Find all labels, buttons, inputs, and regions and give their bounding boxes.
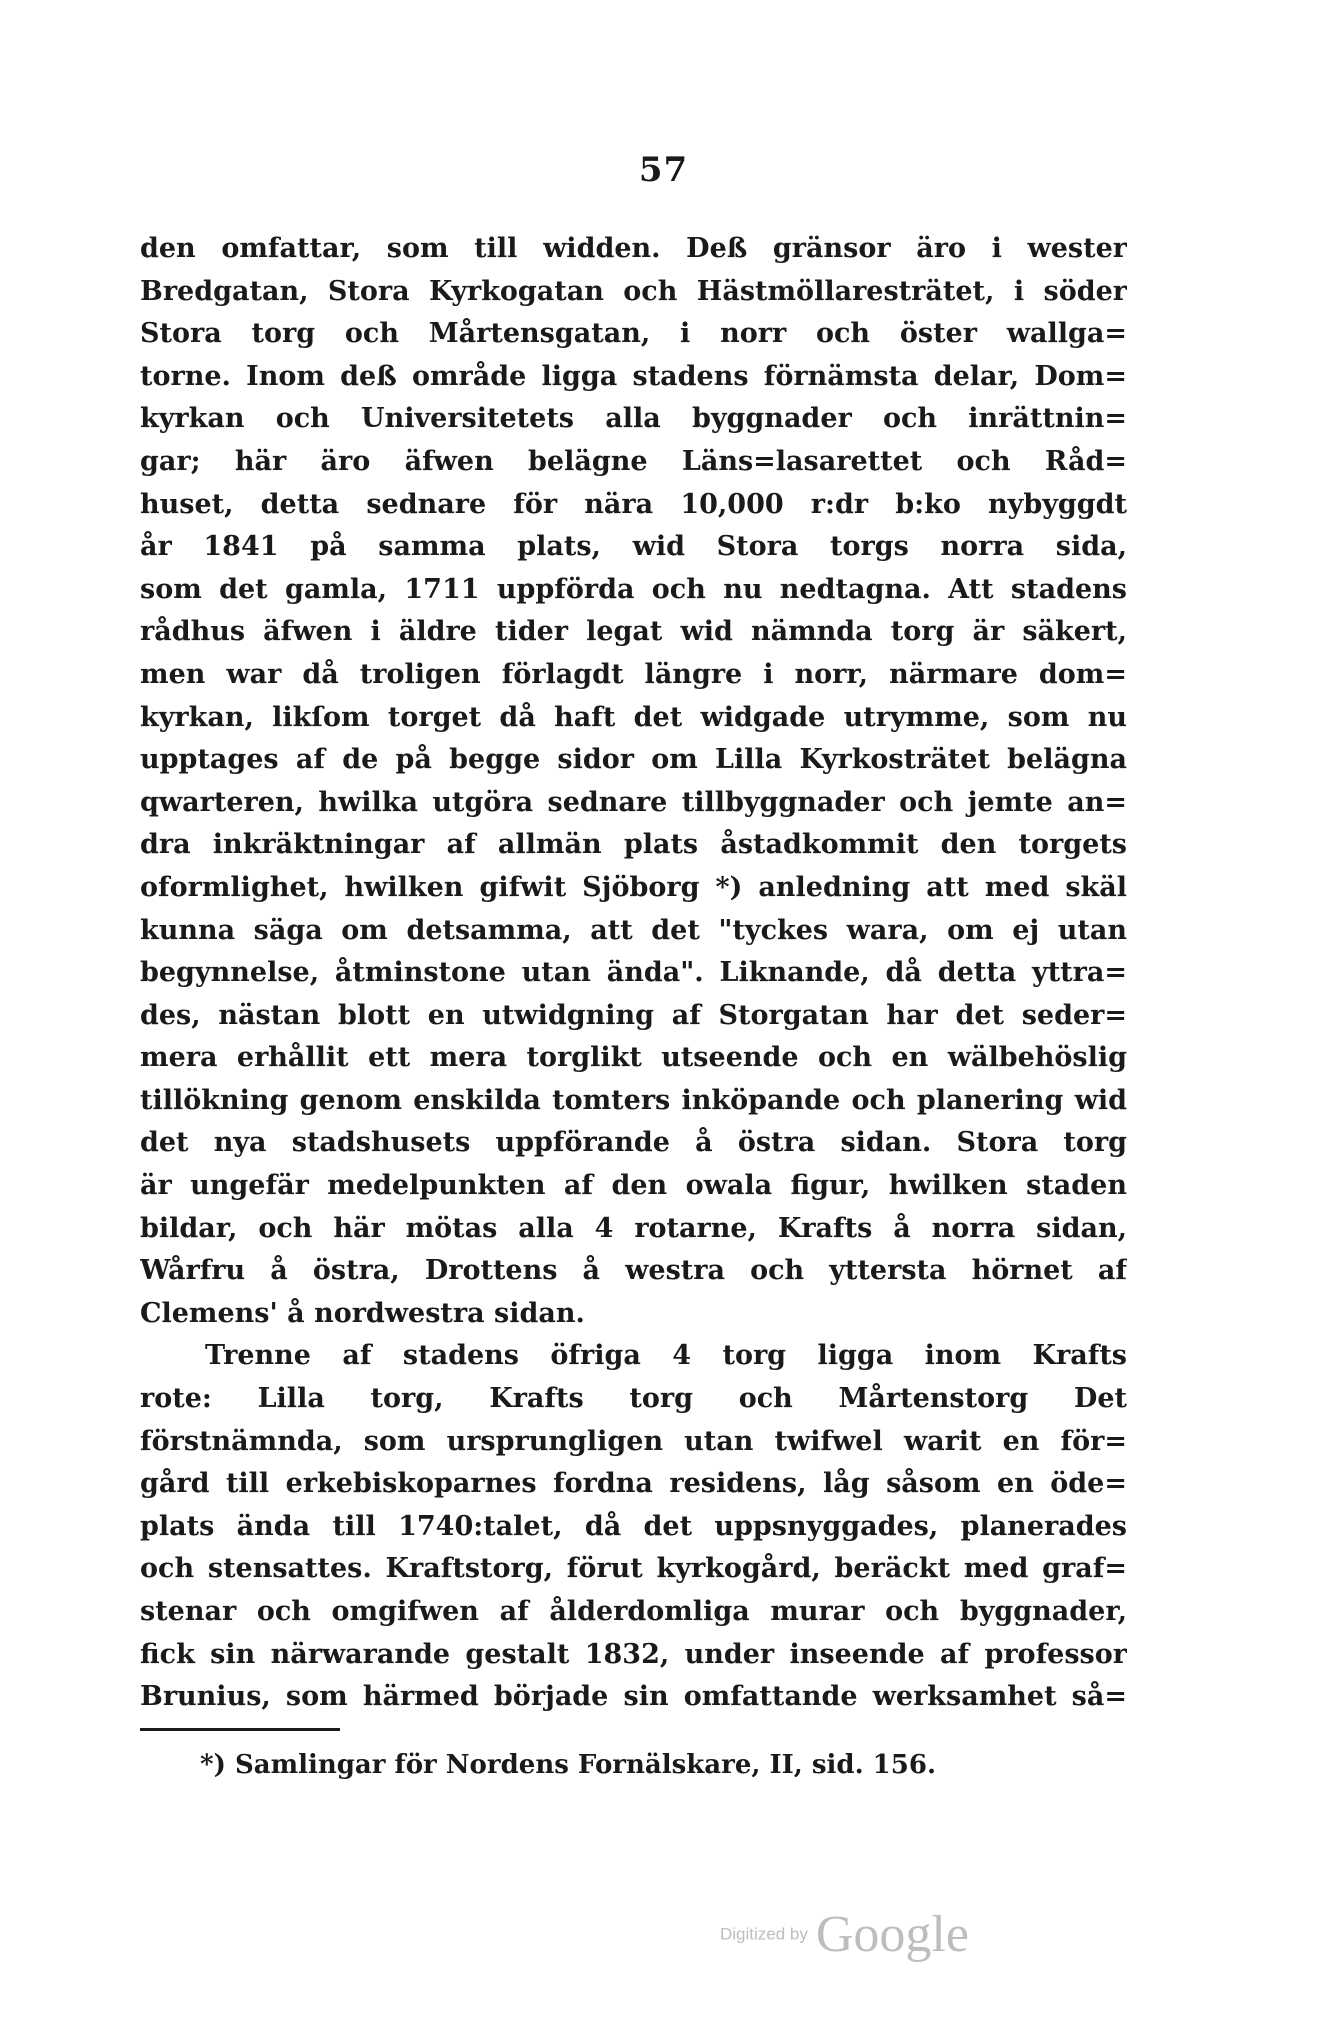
text-line: Brunius, som härmed började sin omfattande werksamhet så= xyxy=(140,1681,1127,1713)
text-line: kyrkan och Universitetets alla byggnader och inrättnin= xyxy=(140,403,1127,435)
text-line: rådhus äfwen i äldre tider legat wid nämnda torg är säkert, xyxy=(140,616,1127,648)
text-line: Trenne af stadens öfriga 4 torg ligga inom Krafts xyxy=(205,1340,1127,1372)
text-line: huset, detta sednare för nära 10,000 r:dr b:ko nybyggdt xyxy=(140,488,1127,520)
watermark-prefix: Digitized by xyxy=(720,1924,808,1944)
footnote: *) Samlingar för Nordens Fornälskare, II, sid. 156. xyxy=(200,1750,937,1780)
text-line: Wårfru å östra, Drottens å westra och yttersta hörnet af xyxy=(140,1255,1127,1287)
page-number: 57 xyxy=(638,150,689,190)
footnote-divider xyxy=(140,1728,340,1731)
text-line: den omfattar, som till widden. Deß gränsor äro i wester xyxy=(140,233,1127,264)
body-text xyxy=(140,228,1127,1719)
text-line: upptages af de på begge sidor om Lilla Kyrkosträtet belägna xyxy=(140,744,1127,776)
text-line: plats ända till 1740:talet, då det uppsnyggades, planerades xyxy=(140,1510,1127,1542)
text-line: tillökning genom enskilda tomters inköpande och planering wid xyxy=(140,1084,1127,1116)
text-line: begynnelse, åtminstone utan ända". Liknande, då detta yttra= xyxy=(140,957,1127,989)
text-line: torne. Inom deß område ligga stadens förnämsta delar, Dom= xyxy=(140,360,1127,392)
text-line: Bredgatan, Stora Kyrkogatan och Hästmöllaresträtet, i söder xyxy=(140,275,1127,307)
text-line: förstnämnda, som ursprungligen utan twifwel warit en för= xyxy=(140,1425,1127,1457)
text-line: rote: Lilla torg, Krafts torg och Mårtenstorg Det xyxy=(140,1383,1127,1415)
text-line: kunna säga om detsamma, att det "tyckes wara, om ej utan xyxy=(140,914,1127,946)
text-line: dra inkräktningar af allmän plats åstadkommit den torgets xyxy=(140,829,1127,861)
text-line: gar; här äro äfwen belägne Läns=lasarettet och Råd= xyxy=(140,445,1127,477)
text-line: det nya stadshusets uppförande å östra sidan. Stora torg xyxy=(140,1127,1127,1159)
text-line: qwarteren, hwilka utgöra sednare tillbyggnader och jemte an= xyxy=(140,786,1127,818)
digitized-watermark xyxy=(720,1905,969,1964)
text-line: bildar, och här mötas alla 4 rotarne, Krafts å norra sidan, xyxy=(140,1212,1127,1244)
text-line: stenar och omgifwen af ålderdomliga murar och byggnader, xyxy=(140,1596,1127,1627)
text-line: är ungefär medelpunkten af den owala figur, hwilken staden xyxy=(140,1170,1127,1202)
google-logo: Google xyxy=(815,1906,969,1963)
text-line: Clemens' å nordwestra sidan. xyxy=(140,1297,585,1329)
text-line: och stensattes. Kraftstorg, förut kyrkogård, beräckt med graf= xyxy=(140,1553,1127,1585)
text-line: fick sin närwarande gestalt 1832, under inseende af professor xyxy=(140,1638,1127,1670)
text-line: mera erhållit ett mera torglikt utseende och en wälbehöslig xyxy=(140,1042,1127,1074)
text-line: des, nästan blott en utwidgning af Storgatan har det seder= xyxy=(140,999,1127,1031)
text-line: kyrkan, likſom torget då haft det widgade utrymme, som nu xyxy=(140,701,1127,733)
text-line: som det gamla, 1711 uppförda och nu nedtagna. Att stadens xyxy=(140,573,1127,605)
text-line: men war då troligen förlagdt längre i norr, närmare dom= xyxy=(140,658,1127,690)
text-line: år 1841 på samma plats, wid Stora torgs norra sida, xyxy=(140,531,1127,563)
text-line: gård till erkebiskoparnes fordna residens, låg såsom en öde= xyxy=(140,1468,1127,1500)
text-line: Stora torg och Mårtensgatan, i norr och öster wallga= xyxy=(140,318,1127,350)
text-line: oformlighet, hwilken gifwit Sjöborg *) anledning att med skäl xyxy=(140,871,1127,903)
